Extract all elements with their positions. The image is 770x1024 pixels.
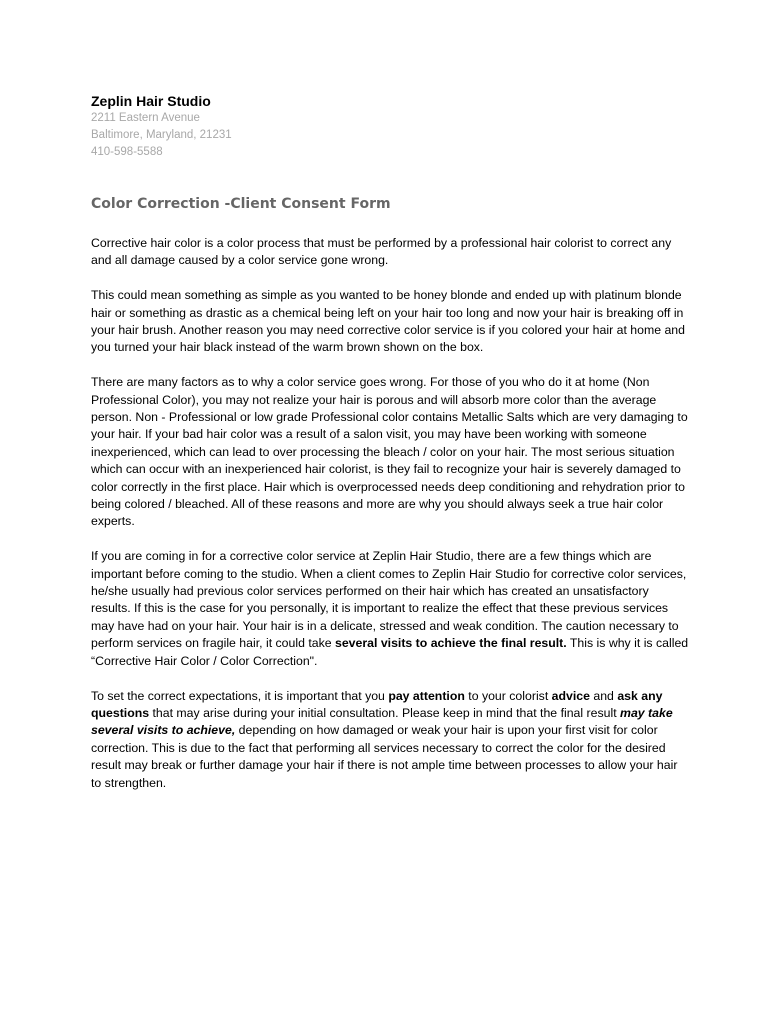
address-city: Baltimore, Maryland, 21231 [91,129,232,141]
paragraph-text: If you are coming in for a corrective color service at Zeplin Hair Studio, there are a few things which are important before coming to the studio. When a client comes to Zeplin Hair Studio for corrective color services, he/she usually had previous color services performed on their hair which has created an unsatisfactory results. If this is the case for you personally, it is important to realize the effect that these previous services may have had on your hair. Your hair is in a delicate, stressed and weak condition. The caution necessary to perform services on fragile hair, it could take [91,549,687,651]
emphasis-text: several visits to achieve the final result. [335,636,567,651]
paragraph-text: to your colorist [464,688,552,703]
emphasis-text: pay attention [388,688,465,703]
address-street: 2211 Eastern Avenue [91,112,200,124]
emphasis-text: advice [551,688,590,703]
paragraph-text: To set the correct expectations, it is important that you [91,688,389,703]
consent-body [91,235,691,792]
phone-number: 410-598-5588 [91,146,163,158]
paragraph-studio-visit [91,548,691,670]
paragraph-text: This is why it is called “Corrective Hair Color / Color Correction". [91,636,689,668]
paragraph-intro: Corrective hair color is a color process that must be performed by a professional hair colorist to correct any and all damage caused by a color service gone wrong. [91,236,672,268]
paragraph-text: and [589,688,618,703]
emphasis-italic-text: may take several visits to achieve, [91,705,673,738]
paragraph-text: that may arise during your initial consultation. Please keep in mind that the final result [149,705,621,720]
document-page [91,92,691,809]
paragraph-expectations [91,688,691,792]
studio-name: Zeplin Hair Studio [91,93,211,109]
emphasis-text: ask any questions [91,688,663,720]
studio-header [91,92,691,161]
form-title: Color Correction -Client Consent Form [91,196,391,212]
paragraph-examples: This could mean something as simple as you wanted to be honey blonde and ended up with platinum blonde hair or something as drastic as a chemical being left on your hair too long and now your hair is breaking off in your hair brush. Another reason you may need corrective color service is if you colored your hair at home and you turned your hair black instead of the warm brown shown on the box. [91,288,685,355]
paragraph-factors: There are many factors as to why a color service goes wrong. For those of you who do it at home (Non Professional Color), you may not realize your hair is porous and will absorb more color than the average person. Non - Professional or low grade Professional color contains Metallic Salts which are very damaging to your hair. If your bad hair color was a result of a salon visit, you may have been working with someone inexperienced, which can lead to over processing the bleach / color on your hair. The most serious situation which can occur with an inexperienced hair colorist, is they fail to recognize your hair is severely damaged to color correctly in the first place. Hair which is overprocessed needs deep conditioning and rehydration prior to being colored / bleached. All of these reasons and more are why you should always seek a true hair color experts. [91,375,688,529]
paragraph-text: depending on how damaged or weak your hair is upon your first visit for color correction. This is due to the fact that performing all services necessary to correct the color for the desired result may break or further damage your hair if there is not ample time between processes to allow your hair to strengthen. [91,723,678,790]
